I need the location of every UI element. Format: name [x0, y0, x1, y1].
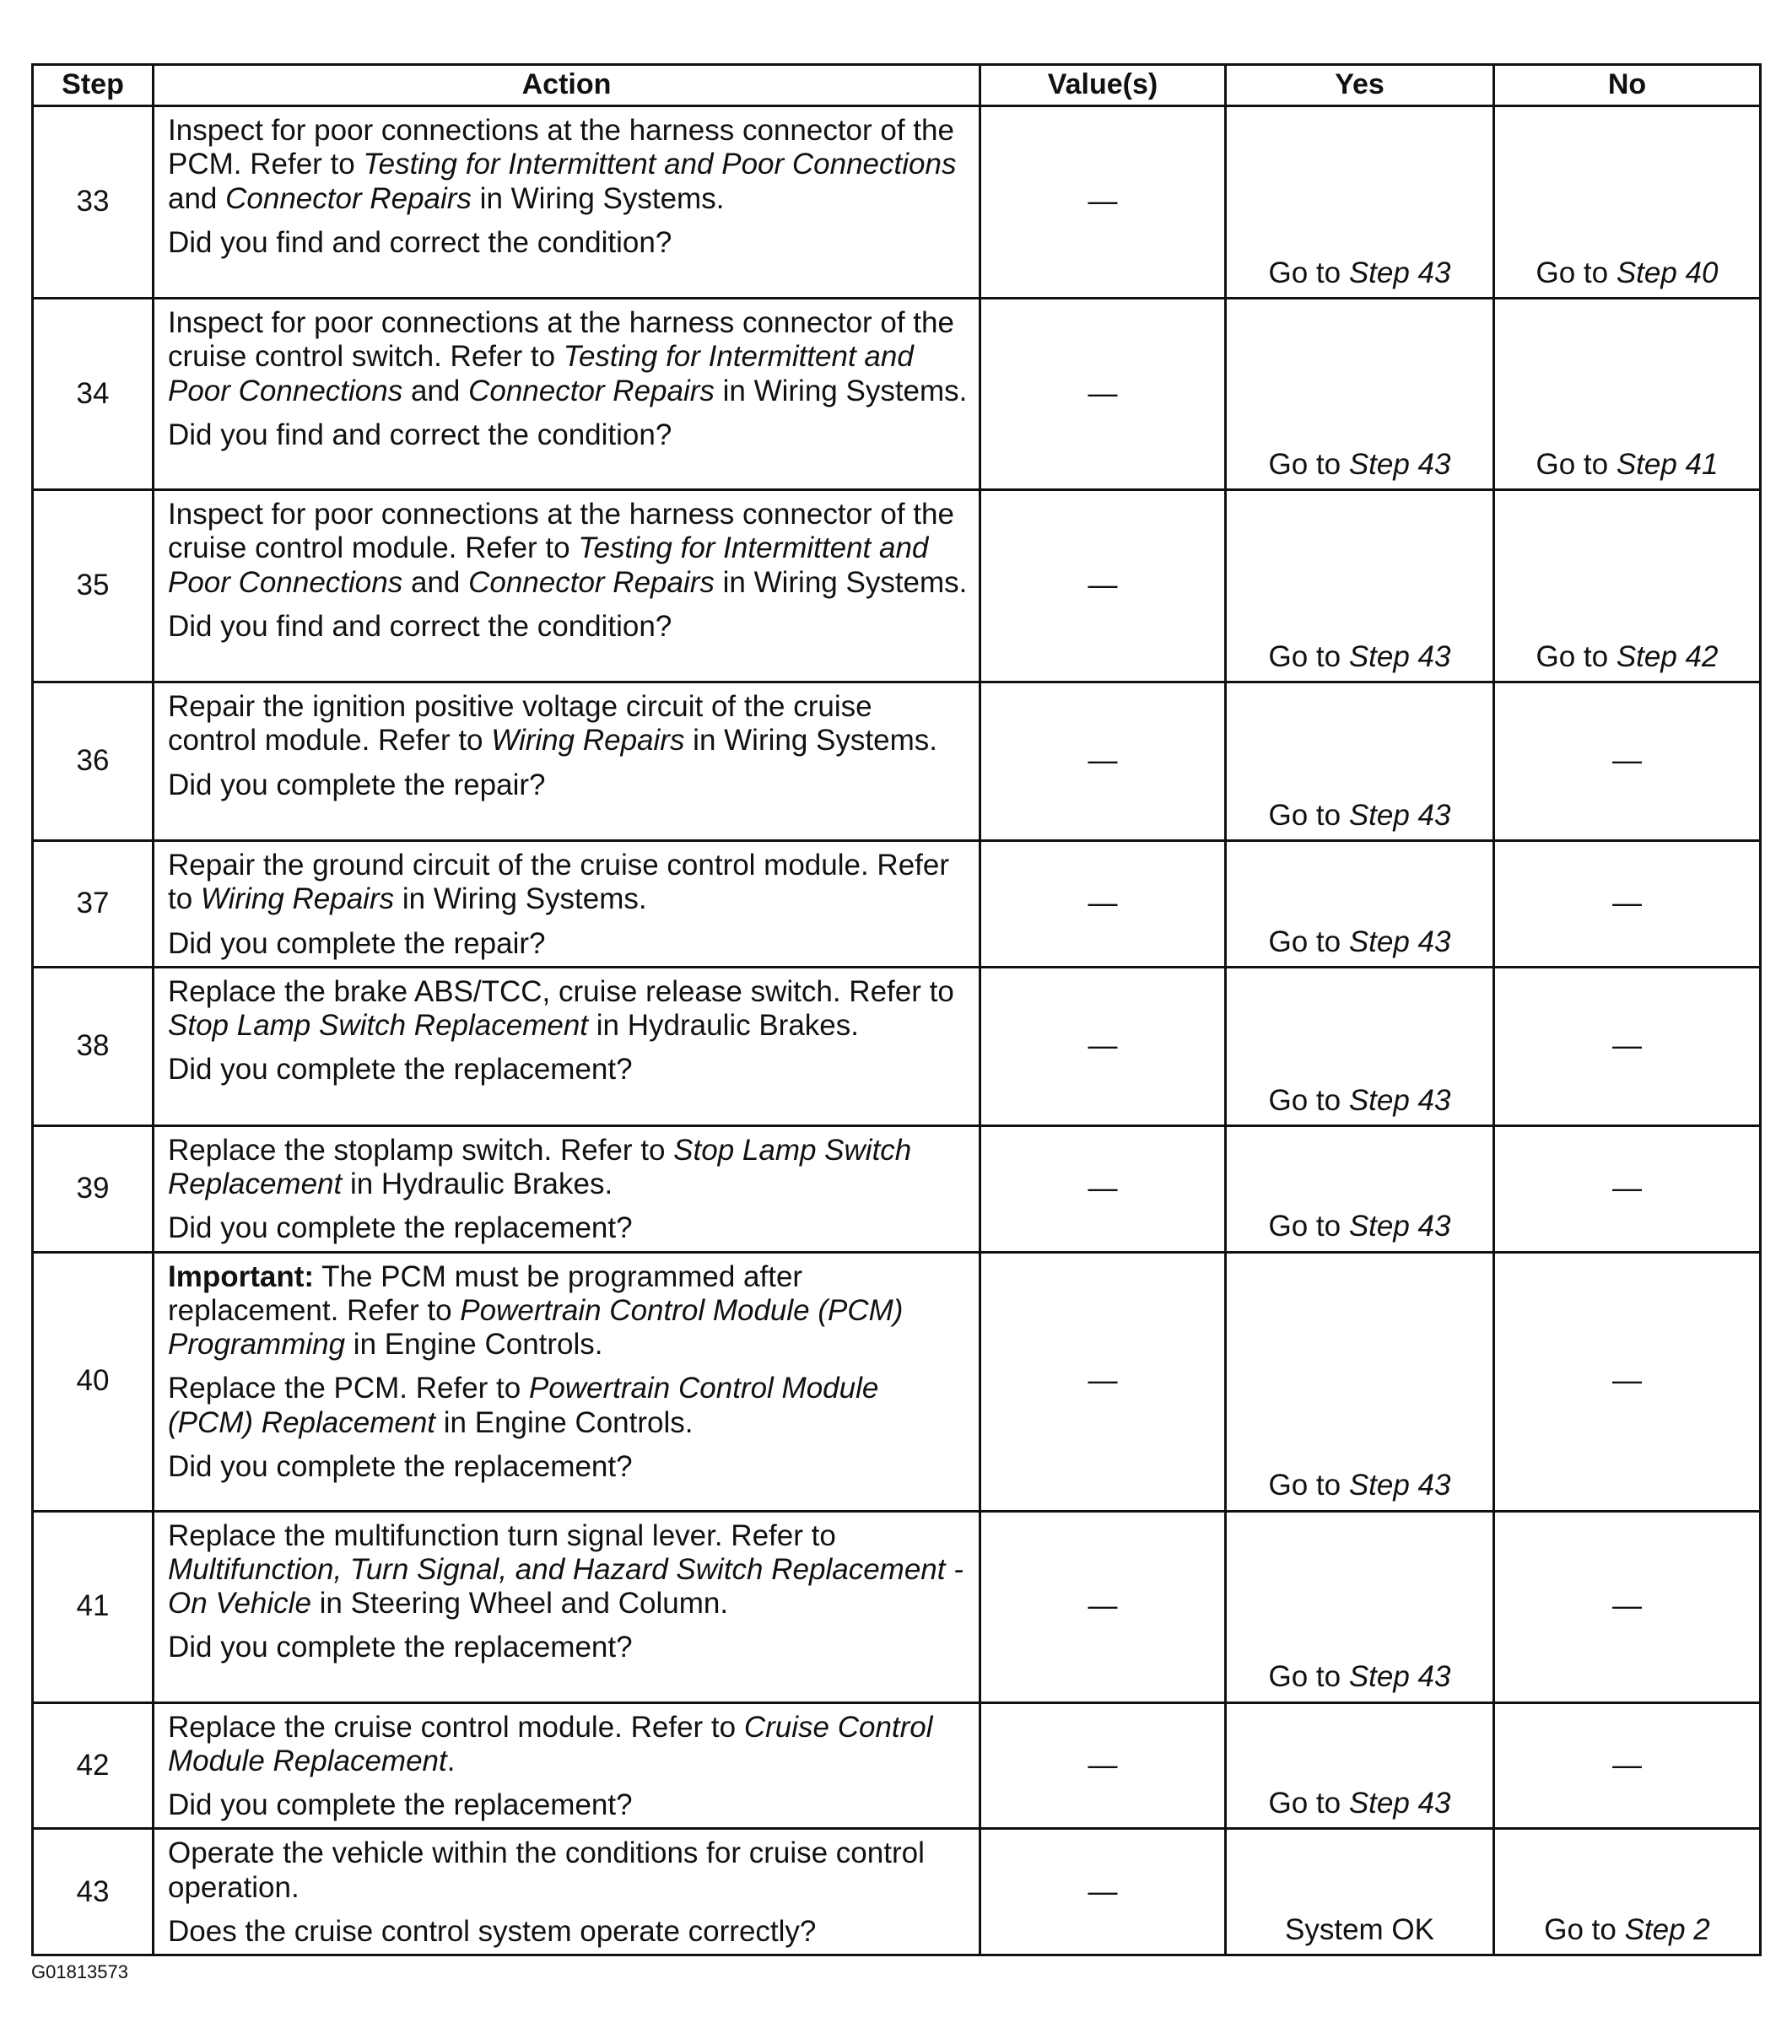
header-no: No [1494, 65, 1761, 106]
value-cell: — [980, 1829, 1226, 1955]
text-segment: Did you find and correct the condition? [168, 225, 672, 259]
text-segment: Did you complete the replacement? [168, 1053, 633, 1087]
text-segment: Replace the stoplamp switch. Refer to [168, 1133, 674, 1167]
text-segment: Go to [1536, 639, 1617, 673]
value-cell: — [980, 106, 1226, 299]
text-segment: Operate the vehicle within the conditions for cruise control operation. [168, 1836, 925, 1904]
table-row [33, 1511, 1761, 1702]
header-row [33, 65, 1761, 106]
text-segment: in Engine Controls. [435, 1405, 694, 1439]
reference-text: Step 43 [1348, 798, 1451, 832]
action-paragraph [168, 114, 969, 216]
action-cell [154, 1511, 980, 1702]
step-number: 33 [33, 106, 154, 299]
no-cell [1494, 299, 1761, 490]
action-cell [154, 490, 980, 682]
text-segment: in Steering Wheel and Column. [310, 1587, 729, 1620]
reference-text: Step 43 [1348, 1083, 1451, 1117]
action-paragraph [168, 1053, 969, 1087]
action-paragraph [168, 226, 969, 260]
table-row [33, 682, 1761, 841]
no-cell: — [1494, 1125, 1761, 1252]
text-segment: Did you complete the replacement? [168, 1449, 633, 1483]
text-segment: Repair the ground circuit of the cruise control module. Refer to [168, 849, 950, 916]
action-paragraph [168, 1915, 969, 1949]
no-cell: — [1494, 1702, 1761, 1829]
action-paragraph [168, 610, 969, 644]
action-paragraph [168, 1836, 969, 1905]
value-cell: — [980, 299, 1226, 490]
yes-cell [1226, 682, 1494, 841]
reference-text: Step 43 [1348, 1210, 1451, 1243]
text-segment: Did you find and correct the condition? [168, 609, 672, 643]
action-cell [154, 682, 980, 841]
text-segment: Go to [1544, 1912, 1625, 1946]
action-paragraph [168, 1631, 969, 1664]
no-cell: — [1494, 682, 1761, 841]
step-number: 34 [33, 299, 154, 490]
reference-text: Step 43 [1348, 639, 1451, 673]
table-row [33, 967, 1761, 1125]
action-paragraph [168, 1519, 969, 1621]
value-cell: — [980, 682, 1226, 841]
action-cell [154, 299, 980, 490]
action-paragraph [168, 1134, 969, 1202]
reference-text: Stop Lamp Switch Replacement [168, 1009, 589, 1042]
text-segment: and [402, 374, 469, 407]
reference-text: Testing for Intermittent and Poor Connections [168, 531, 929, 599]
text-segment: Replace the PCM. Refer to [168, 1372, 529, 1405]
no-cell: — [1494, 1252, 1761, 1511]
reference-text: Wiring Repairs [200, 882, 395, 916]
table-row [33, 841, 1761, 968]
header-action: Action [154, 65, 980, 106]
reference-text: Connector Repairs [225, 181, 472, 215]
no-cell: — [1494, 967, 1761, 1125]
text-segment: Replace the multifunction turn signal lever. Refer to [168, 1518, 836, 1552]
reference-text: Connector Repairs [468, 565, 715, 599]
action-cell [154, 1702, 980, 1829]
text-segment: in Hydraulic Brakes. [588, 1009, 859, 1042]
table-body [33, 106, 1761, 1955]
text-segment: Repair the ignition positive voltage circuit of the cruise control module. Refer to [168, 690, 872, 758]
action-paragraph [168, 418, 969, 452]
step-number: 41 [33, 1511, 154, 1702]
yes-cell [1226, 1829, 1494, 1955]
reference-text: Multifunction, Turn Signal, and Hazard Switch Replacement - On Vehicle [168, 1552, 963, 1620]
text-segment: System OK [1285, 1912, 1434, 1946]
step-number: 39 [33, 1125, 154, 1252]
value-cell: — [980, 1125, 1226, 1252]
action-paragraph [168, 306, 969, 408]
yes-cell [1226, 106, 1494, 299]
text-segment: Inspect for poor connections at the harness connector of the cruise control module. Refer to [168, 498, 954, 565]
action-paragraph [168, 1260, 969, 1362]
value-cell: — [980, 967, 1226, 1125]
text-segment: in Wiring Systems. [471, 181, 725, 215]
step-number: 38 [33, 967, 154, 1125]
reference-text: Step 2 [1624, 1912, 1710, 1946]
reference-text: Stop Lamp Switch Replacement [168, 1133, 912, 1200]
text-segment: Inspect for poor connections at the harness connector of the PCM. Refer to [168, 114, 954, 181]
value-cell: — [980, 490, 1226, 682]
step-number: 35 [33, 490, 154, 682]
text-segment: Did you complete the replacement? [168, 1631, 633, 1664]
step-number: 42 [33, 1702, 154, 1829]
text-segment: Did you complete the replacement? [168, 1788, 633, 1821]
yes-cell [1226, 1511, 1494, 1702]
no-cell: — [1494, 1511, 1761, 1702]
table-row [33, 299, 1761, 490]
text-segment: and [168, 181, 226, 215]
yes-cell [1226, 1252, 1494, 1511]
table-row [33, 106, 1761, 299]
yes-cell [1226, 967, 1494, 1125]
reference-text: Step 40 [1616, 256, 1719, 289]
action-paragraph [168, 1711, 969, 1779]
table-row [33, 490, 1761, 682]
reference-text: Step 43 [1348, 1660, 1451, 1694]
no-cell: — [1494, 841, 1761, 968]
text-segment: Does the cruise control system operate correctly? [168, 1914, 817, 1948]
text-segment: Go to [1536, 256, 1617, 289]
reference-text: Step 43 [1348, 447, 1451, 481]
action-paragraph [168, 1372, 969, 1440]
action-paragraph [168, 927, 969, 961]
text-segment: The PCM must be programmed after replacement. Refer to [168, 1259, 803, 1327]
table-row [33, 1829, 1761, 1955]
yes-cell [1226, 1702, 1494, 1829]
step-number: 40 [33, 1252, 154, 1511]
text-segment: Go to [1268, 1210, 1349, 1243]
action-cell [154, 1252, 980, 1511]
reference-text: Testing for Intermittent and Poor Connections [168, 340, 914, 407]
diagnostic-table [31, 63, 1762, 1956]
text-segment: Go to [1268, 447, 1349, 481]
text-segment: in Wiring Systems. [394, 882, 647, 916]
yes-cell [1226, 841, 1494, 968]
reference-text: Powertrain Control Module (PCM) Programming [168, 1293, 904, 1361]
important-label: Important: [168, 1259, 315, 1293]
text-segment: in Engine Controls. [345, 1328, 603, 1361]
text-segment: Go to [1268, 639, 1349, 673]
text-segment: Go to [1268, 256, 1349, 289]
action-paragraph [168, 690, 969, 758]
value-cell: — [980, 1702, 1226, 1829]
reference-text: Step 42 [1616, 639, 1719, 673]
action-cell [154, 841, 980, 968]
text-segment: in Hydraulic Brakes. [342, 1168, 613, 1200]
text-segment: Go to [1268, 1787, 1349, 1820]
action-paragraph [168, 849, 969, 917]
step-number: 36 [33, 682, 154, 841]
text-segment: Go to [1268, 1469, 1349, 1502]
text-segment: Go to [1268, 1083, 1349, 1117]
action-paragraph [168, 1788, 969, 1822]
action-paragraph [168, 1211, 969, 1245]
action-cell [154, 1125, 980, 1252]
text-segment: Go to [1268, 798, 1349, 832]
reference-text: Testing for Intermittent and Poor Connections [363, 148, 957, 181]
step-number: 37 [33, 841, 154, 968]
action-cell [154, 1829, 980, 1955]
figure-id: G01813573 [31, 1961, 128, 1982]
reference-text: Step 43 [1348, 925, 1451, 958]
action-cell [154, 106, 980, 299]
text-segment: Replace the cruise control module. Refer to [168, 1710, 744, 1744]
reference-text: Wiring Repairs [491, 724, 685, 758]
action-cell [154, 967, 980, 1125]
reference-text: Connector Repairs [468, 374, 715, 407]
no-cell [1494, 1829, 1761, 1955]
text-segment: Did you find and correct the condition? [168, 418, 672, 451]
yes-cell [1226, 299, 1494, 490]
text-segment: and [402, 565, 469, 599]
reference-text: Step 43 [1348, 256, 1451, 289]
action-paragraph [168, 769, 969, 802]
text-segment: Did you complete the replacement? [168, 1211, 633, 1245]
step-number: 43 [33, 1829, 154, 1955]
action-paragraph [168, 975, 969, 1044]
yes-cell [1226, 1125, 1494, 1252]
text-segment: Inspect for poor connections at the harness connector of the cruise control switch. Refer to [168, 306, 954, 374]
reference-text: Step 43 [1348, 1787, 1451, 1820]
reference-text: Step 43 [1348, 1469, 1451, 1502]
text-segment: Go to [1536, 447, 1617, 481]
yes-cell [1226, 490, 1494, 682]
reference-text: Step 41 [1616, 447, 1719, 481]
text-segment: in Wiring Systems. [714, 565, 968, 599]
text-segment: Did you complete the repair? [168, 768, 546, 801]
value-cell: — [980, 1252, 1226, 1511]
header-values: Value(s) [980, 65, 1226, 106]
header-yes: Yes [1226, 65, 1494, 106]
text-segment: in Wiring Systems. [684, 724, 937, 758]
value-cell: — [980, 1511, 1226, 1702]
header-step: Step [33, 65, 154, 106]
reference-text: Cruise Control Module Replacement [168, 1710, 933, 1777]
value-cell: — [980, 841, 1226, 968]
action-paragraph [168, 1450, 969, 1484]
text-segment: Did you complete the repair? [168, 926, 546, 960]
text-segment: . [446, 1744, 456, 1777]
table-row [33, 1252, 1761, 1511]
table-row [33, 1125, 1761, 1252]
text-segment: in Wiring Systems. [714, 374, 968, 407]
text-segment: Go to [1268, 925, 1349, 958]
reference-text: Powertrain Control Module (PCM) Replacement [168, 1372, 879, 1439]
no-cell [1494, 490, 1761, 682]
action-paragraph [168, 498, 969, 600]
text-segment: Go to [1268, 1660, 1349, 1694]
table-row [33, 1702, 1761, 1829]
no-cell [1494, 106, 1761, 299]
text-segment: Replace the brake ABS/TCC, cruise release switch. Refer to [168, 974, 954, 1008]
